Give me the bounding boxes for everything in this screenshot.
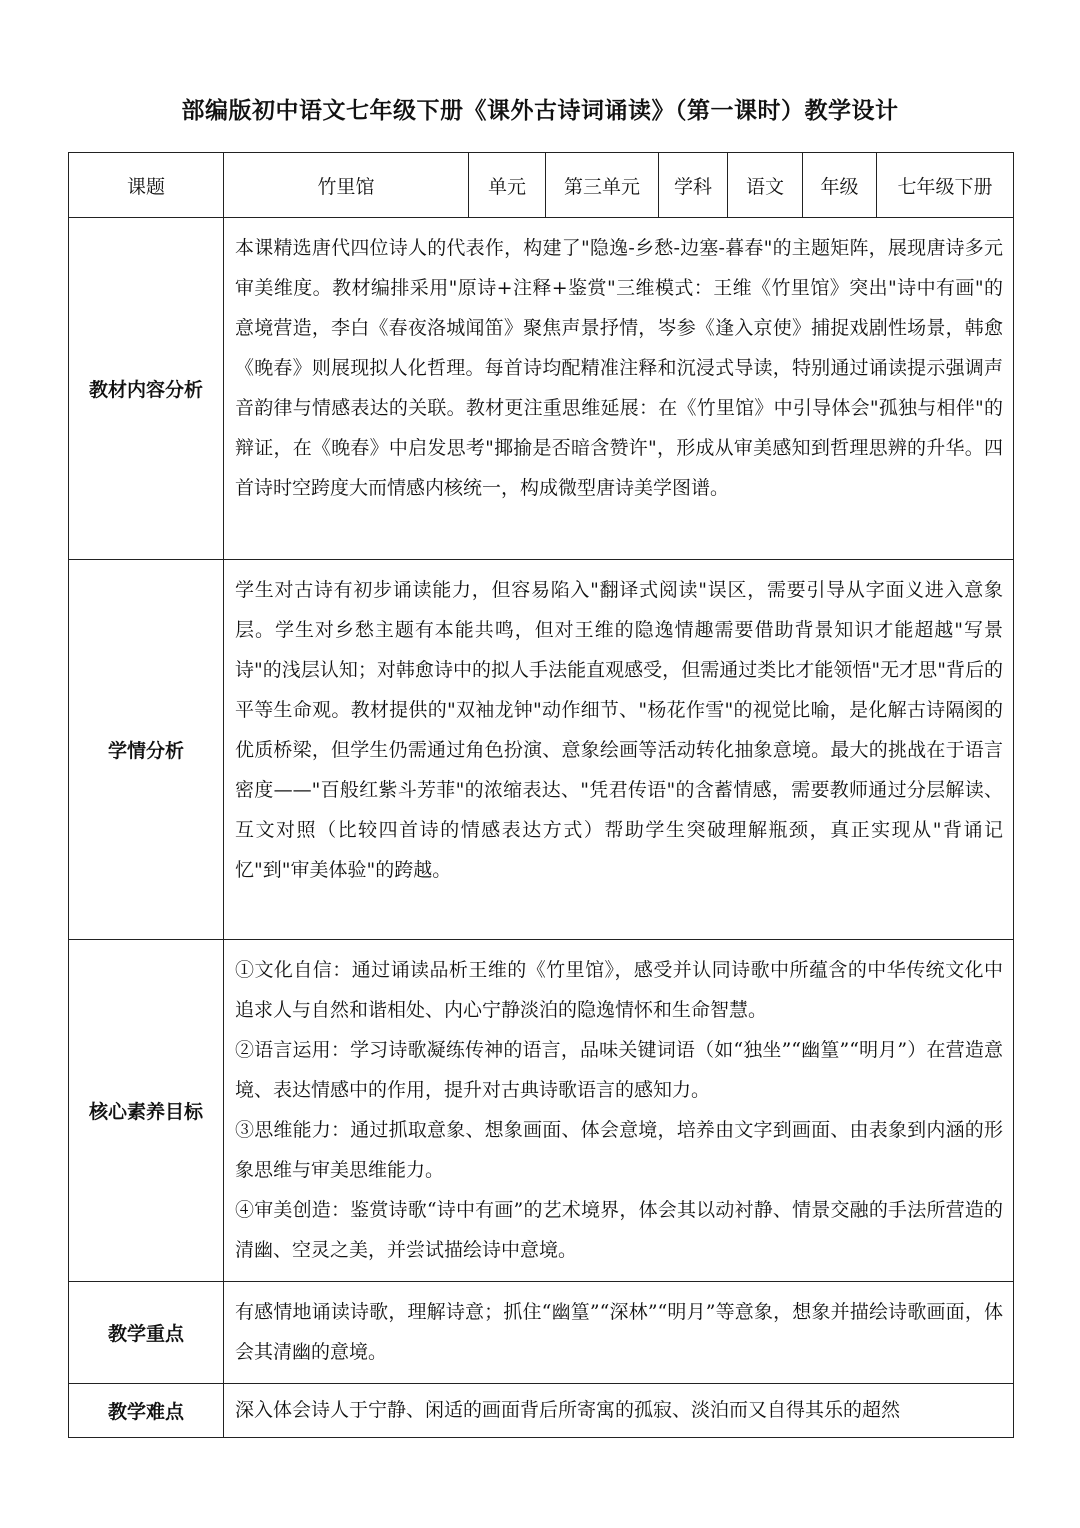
core-goals-row <box>69 940 1014 1282</box>
teaching-focus-text: 有感情地诵读诗歌，理解诗意；抓住“幽篁”“深林”“明月”等意象，想象并描绘诗歌画面，体会其清幽的意境。 <box>224 1282 1014 1384</box>
lesson-plan-table <box>68 152 1014 1438</box>
topic-label: 课题 <box>69 153 224 218</box>
grade-label: 年级 <box>803 153 877 218</box>
core-goals-label: 核心素养目标 <box>69 940 224 1282</box>
page-title: 部编版初中语文七年级下册《课外古诗词诵读》（第一课时）教学设计 <box>181 97 899 124</box>
core-goals-list <box>224 940 1014 1282</box>
topic-value: 竹里馆 <box>224 153 469 218</box>
student-analysis-label: 学情分析 <box>69 560 224 940</box>
goal-item: ③思维能力：通过抓取意象、想象画面、体会意境，培养由文字到画面、由表象到内涵的形象思维与审美思维能力。 <box>235 1119 1003 1181</box>
unit-label: 单元 <box>469 153 546 218</box>
header-row <box>69 153 1014 218</box>
goal-item: ④审美创造：鉴赏诗歌“诗中有画”的艺术境界，体会其以动衬静、情景交融的手法所营造的清幽、空灵之美，并尝试描绘诗中意境。 <box>235 1199 1003 1261</box>
teaching-difficulty-text: 深入体会诗人于宁静、闲适的画面背后所寄寓的孤寂、淡泊而又自得其乐的超然 <box>224 1384 1014 1438</box>
goal-item: ①文化自信：通过诵读品析王维的《竹里馆》，感受并认同诗歌中所蕴含的中华传统文化中追求人与自然和谐相处、内心宁静淡泊的隐逸情怀和生命智慧。 <box>235 959 1003 1021</box>
student-analysis-text: 学生对古诗有初步诵读能力，但容易陷入"翻译式阅读"误区，需要引导从字面义进入意象层。学生对乡愁主题有本能共鸣，但对王维的隐逸情趣需要借助背景知识才能超越"写景诗"的浅层认知；对韩愈诗中的拟人手法能直观感受，但需通过类比才能领悟"无才思"背后的平等生命观。教材提供的"双袖龙钟"动作细节、"杨花作雪"的视觉比喻，是化解古诗隔阂的优质桥梁，但学生仍需通过角色扮演、意象绘画等活动转化抽象意境。最大的挑战在于语言密度——"百般红紫斗芳菲"的浓缩表达、"凭君传语"的含蓄情感，需要教师通过分层解读、互文对照（比较四首诗的情感表达方式）帮助学生突破理解瓶颈，真正实现从"背诵记忆"到"审美体验"的跨越。 <box>224 560 1014 940</box>
student-analysis-row <box>69 560 1014 940</box>
teaching-difficulty-row <box>69 1384 1014 1438</box>
teaching-difficulty-label: 教学难点 <box>69 1384 224 1438</box>
subject-label: 学科 <box>659 153 728 218</box>
material-analysis-row <box>69 218 1014 560</box>
subject-value: 语文 <box>728 153 803 218</box>
material-analysis-text: 本课精选唐代四位诗人的代表作，构建了"隐逸-乡愁-边塞-暮春"的主题矩阵，展现唐诗多元审美维度。教材编排采用"原诗+注释+鉴赏"三维模式：王维《竹里馆》突出"诗中有画"的意境营造，李白《春夜洛城闻笛》聚焦声景抒情，岑参《逢入京使》捕捉戏剧性场景，韩愈《晚春》则展现拟人化哲理。每首诗均配精准注释和沉浸式导读，特别通过诵读提示强调声音韵律与情感表达的关联。教材更注重思维延展：在《竹里馆》中引导体会"孤独与相伴"的辩证，在《晚春》中启发思考"揶揄是否暗含赞许"，形成从审美感知到哲理思辨的升华。四首诗时空跨度大而情感内核统一，构成微型唐诗美学图谱。 <box>224 218 1014 560</box>
material-analysis-label: 教材内容分析 <box>69 218 224 560</box>
teaching-focus-label: 教学重点 <box>69 1282 224 1384</box>
grade-value: 七年级下册 <box>877 153 1014 218</box>
goal-item: ②语言运用：学习诗歌凝练传神的语言，品味关键词语（如“独坐”“幽篁”“明月”）在营造意境、表达情感中的作用，提升对古典诗歌语言的感知力。 <box>235 1039 1003 1101</box>
teaching-focus-row <box>69 1282 1014 1384</box>
unit-value: 第三单元 <box>546 153 659 218</box>
